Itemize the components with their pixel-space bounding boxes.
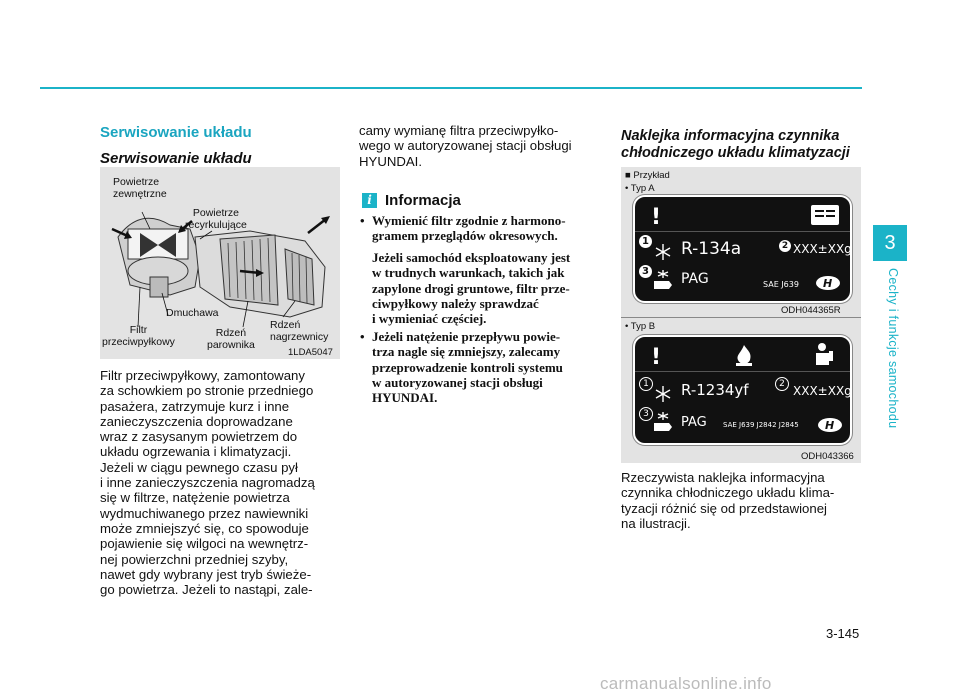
num-1-b: 1 [639,377,653,391]
hyundai-logo-icon [815,275,841,291]
label-blower: Dmuchawa [166,307,219,319]
manual-icon [810,203,840,227]
oil-can-icon [651,411,675,433]
warning-icon [645,345,667,367]
watermark: carmanualsonline.info [600,674,772,693]
warning-icon [645,205,667,227]
svg-text:!: ! [651,345,662,367]
refrigerant-a: R-134a [681,239,742,259]
refrigerant-snowflake-icon [653,384,673,404]
example-label: ■ Przykład [625,170,670,181]
label-heater: Rdzeń nagrzewnicy [270,319,329,343]
sticker-type-b [633,335,852,445]
code-type-a: ODH044365R [781,305,841,316]
svg-text:H: H [825,419,835,432]
label-evaporator: Rdzeń parownika [207,327,255,351]
chapter-number: 3 [873,225,907,261]
refrigerant-label-title: Naklejka informacyjna czynnika chłodniczego układu klimatyzacji [621,128,850,161]
figure-code: 1LDA5047 [288,347,333,358]
oil-a: PAG [681,271,709,287]
info-title: Informacja [385,192,461,209]
type-a-label: • Typ A [625,183,655,194]
info-icon: i [362,193,377,208]
num-3-a: 3 [639,265,652,278]
info-bullets [360,213,602,408]
info-heading [362,192,461,209]
code-type-b: ODH043366 [801,451,854,462]
refrigerant-b: R-1234yf [681,381,749,399]
hvac-figure [100,167,340,359]
list-item: • Jeżeli natężenie przepływu powie- trza nagle się zmniejszy, zalecamy przeprowadzenie kontroli systemu w autoryzowanej stacji obsługi HYUNDAI. [360,328,563,406]
header-rule [40,87,862,89]
type-b-label: • Typ B [625,321,656,332]
oil-can-icon [651,269,675,291]
num-1-a: 1 [639,235,652,248]
sticker-type-a [633,195,852,303]
list-item: Jeżeli samochód eksploatowany jest w trudnych warunkach, takich jak zapylone drogi gruntowe, filtr prze- ciwpyłkowy należy sprawdzać i wymieniać częściej. [372,249,571,327]
standard-a: SAE J639 [763,280,799,289]
oil-b: PAG [681,415,707,430]
num-2-a: 2 [779,240,791,252]
chapter-title: Cechy i funkcje samochodu [886,268,900,429]
label-outside-air: Powietrze zewnętrzne [113,176,167,200]
technician-icon [813,342,835,366]
refrigerant-snowflake-icon [653,242,673,262]
refrigerant-figure [621,167,861,463]
continuation-paragraph: camy wymianę filtra przeciwpyłko- wego w autoryzowanej stacji obsługi HYUNDAI. [359,123,572,169]
page-number: 3-145 [826,626,860,641]
flame-icon [733,343,755,367]
svg-text:!: ! [651,205,662,227]
sticker-note: Rzeczywista naklejka informacyjna czynnika chłodniczego układu klima- tyzacji różnić się od przedstawionej na ilustracji. [621,470,835,531]
svg-text:H: H [823,277,833,290]
list-item: • Wymienić filtr zgodnie z harmono- gramem przeglądów okresowych. [360,213,566,244]
standard-b: SAE J639 J2842 J2845 [723,421,799,429]
num-3-b: 3 [639,407,653,421]
hyundai-logo-icon [817,417,843,433]
amount-b: XXX±XXg [793,384,852,398]
section-title: Serwisowanie układu [100,124,252,141]
amount-a: XXX±XXg [793,242,852,256]
filter-paragraph: Filtr przeciwpyłkowy, zamontowany za schowkiem po stronie przedniego pasażera, zatrzymuje kurz i inne zanieczyszczenia doprowadzane wraz z zasysanym powietrzem do układu ogrzewania i klimatyzacji. Jeżeli w ciągu pewnego czasu pył i inne zanieczyszczenia nagromadzą się w filtrze, natężenie powietrza wydmuchiwanego przez nawiewniki może zmniejszyć się, co spowoduje pojawienie się wilgoci na wewnętrz- nej powierzchni przedniej szyby, nawet gdy wybrany jest tryb świeże- go powietrza. Jeżeli to nastąpi, zale- [100,368,315,598]
num-2-b: 2 [775,377,789,391]
label-recirc-air: Powietrze recyrkulujące [185,207,247,231]
subsection-title: Serwisowanie układu [100,150,252,167]
label-filter: Filtr przeciwpyłkowy [102,324,175,348]
